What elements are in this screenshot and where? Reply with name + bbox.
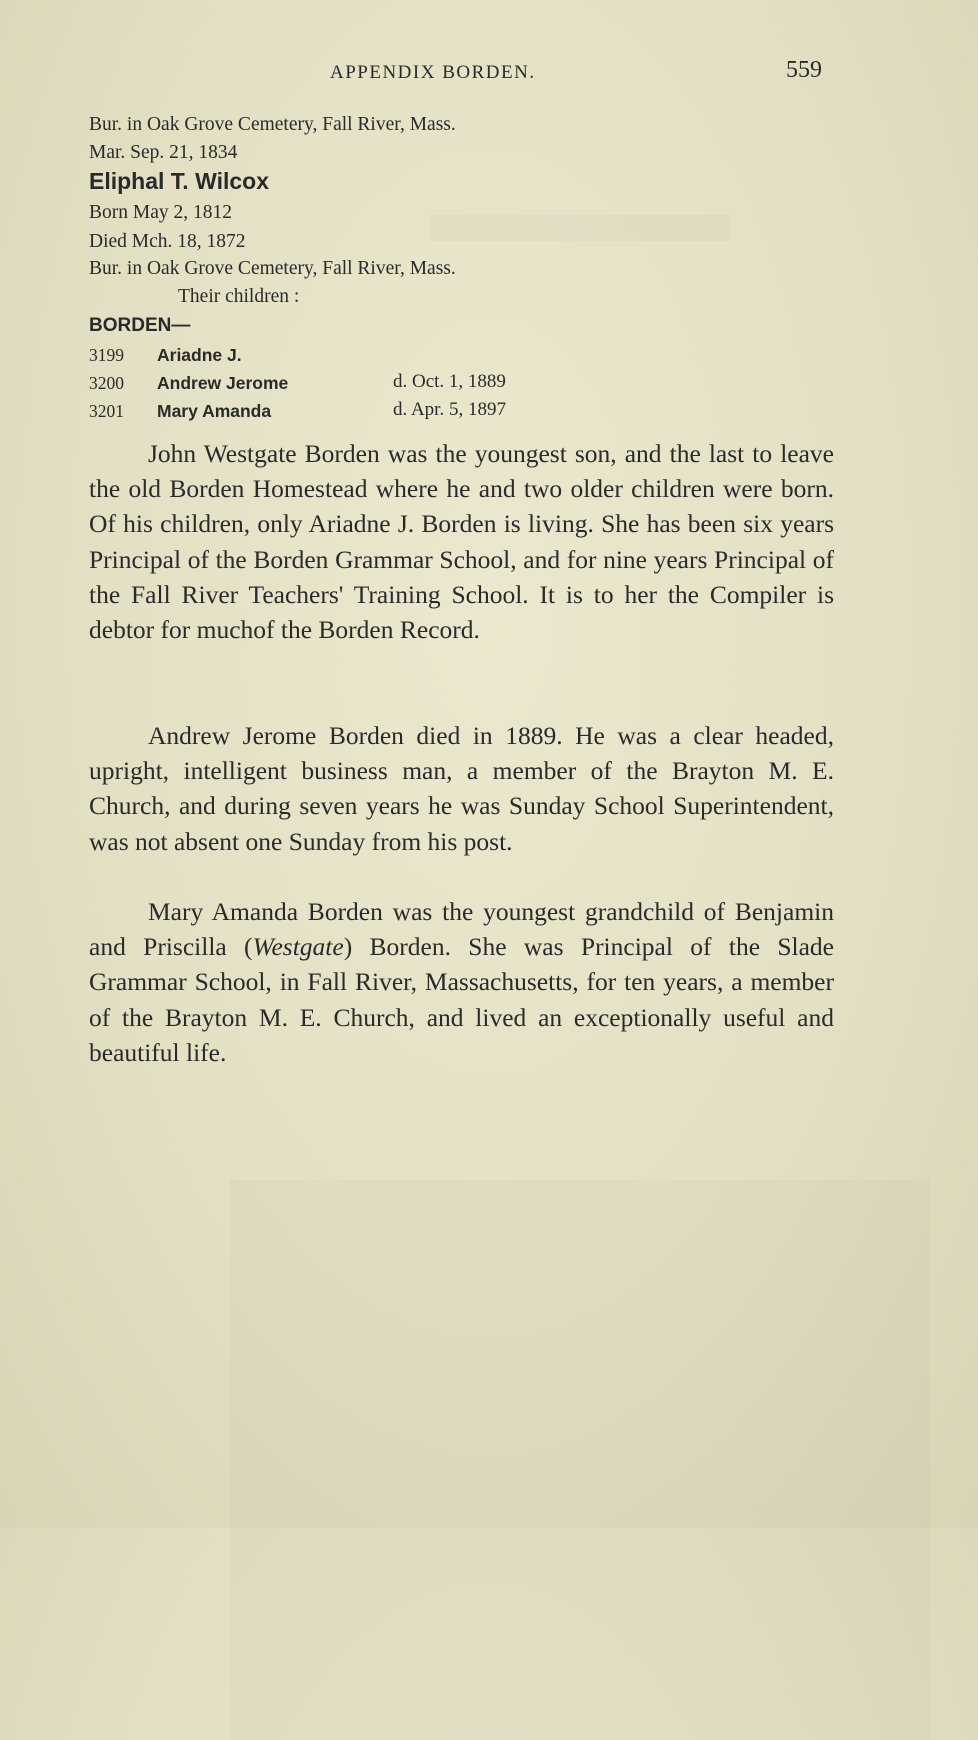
child-name: Ariadne J. [157, 345, 242, 365]
surname-heading: BORDEN— [89, 315, 191, 336]
paragraph [89, 718, 834, 859]
paragraph-text: ) Borden. She was Principal of the Slade Grammar School, in Fall River, Massachusetts, for ten years, a member of the Brayton M. E. Church, and lived an exceptionally useful and beautiful life. [89, 932, 835, 1067]
burial-line: Bur. in Oak Grove Cemetery, Fall River, Mass. [89, 258, 456, 279]
running-head: APPENDIX BORDEN. [330, 62, 536, 83]
child-number: 3200 [89, 373, 124, 393]
died-line: Died Mch. 18, 1872 [89, 231, 246, 252]
bleed-through-shade-2 [230, 1180, 930, 1740]
italic-surname: Westgate [252, 932, 344, 962]
paragraph-text: John Westgate Borden was the youngest son, and the last to leave the old Borden Homestead where he and two older children were born. Of his children, only Ariadne J. Borden is living. She has been six years Principal of the Borden Grammar School, and for nine years Principal of the Fall River Teachers' Training School. It is to her the Compiler is debtor for muchof the Borden Record. [89, 439, 834, 645]
child-name: Andrew Jerome [157, 373, 289, 393]
marriage-line: Mar. Sep. 21, 1834 [89, 142, 238, 163]
paragraph [89, 436, 834, 647]
child-number: 3201 [89, 401, 124, 421]
child-number: 3199 [89, 345, 124, 365]
bleed-through-shade-1 [430, 215, 730, 241]
page-header [0, 57, 978, 92]
paragraph [89, 894, 834, 1070]
burial-line: Bur. in Oak Grove Cemetery, Fall River, Mass. [89, 114, 456, 135]
paragraph-text: Andrew Jerome Borden died in 1889. He was a clear headed, upright, intelligent business man, a member of the Brayton M. E. Church, and during seven years he was Sunday School Superintendent, was not absent one Sunday from his post. [89, 721, 834, 856]
child-death: d. Apr. 5, 1897 [393, 399, 506, 420]
born-line: Born May 2, 1812 [89, 202, 232, 223]
child-death: d. Oct. 1, 1889 [393, 371, 506, 392]
children-heading: Their children : [178, 286, 300, 307]
page-number: 559 [786, 57, 822, 83]
paragraph-text: Mary Amanda Borden was the youngest grandchild of Benjamin and Priscilla ( [89, 897, 834, 962]
spouse-name: Eliphal T. Wilcox [89, 168, 269, 194]
child-name: Mary Amanda [157, 401, 272, 421]
